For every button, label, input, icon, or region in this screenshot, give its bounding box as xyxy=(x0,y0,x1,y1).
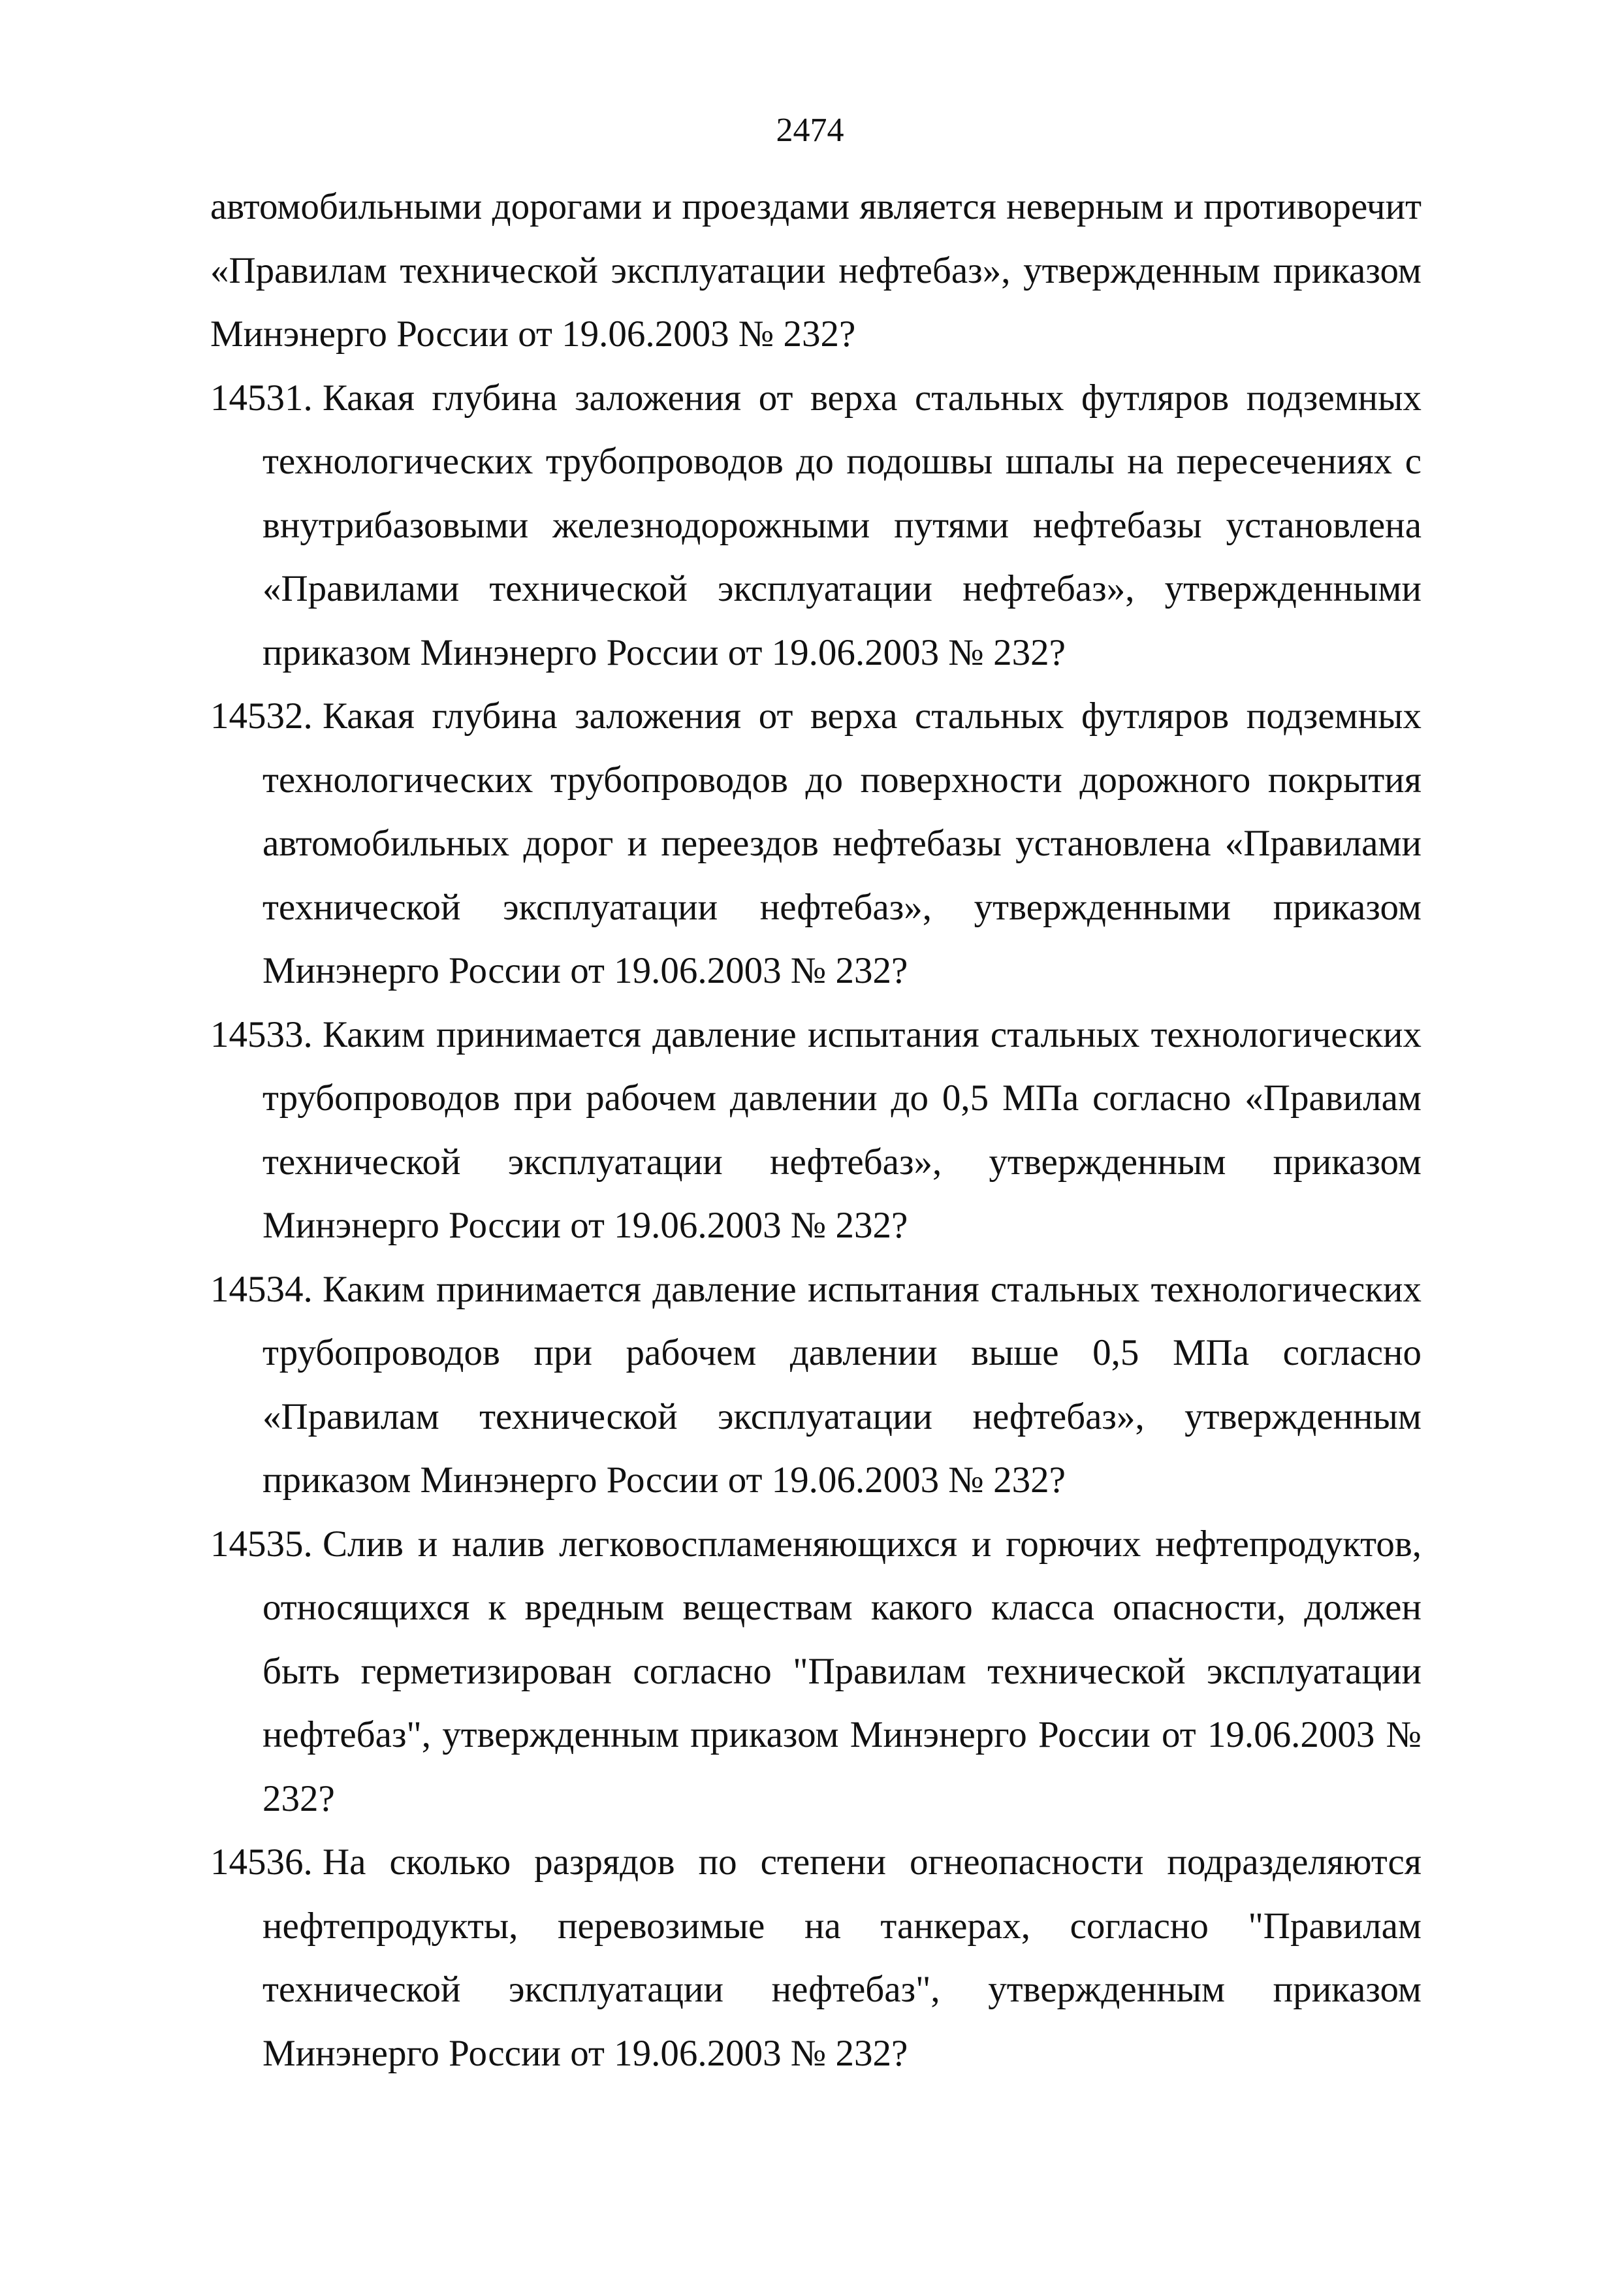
question-number: 14535. xyxy=(210,1523,313,1565)
question-text: Каким принимается давление испытания стальных технологических трубопроводов при рабочем давлении выше 0,5 МПа согласно «Правилам технической эксплуатации нефтебаз», утвержденным приказом Минэнерго России от 19.06.2003 № 232? xyxy=(262,1268,1421,1501)
question-item xyxy=(210,1258,1421,1512)
question-item xyxy=(210,1830,1421,2085)
document-body xyxy=(210,175,1421,2085)
question-number: 14531. xyxy=(210,377,313,419)
question-number: 14533. xyxy=(210,1013,313,1055)
question-item xyxy=(210,366,1421,685)
question-text: Каким принимается давление испытания стальных технологических трубопроводов при рабочем давлении до 0,5 МПа согласно «Правилам технической эксплуатации нефтебаз», утвержденным приказом Минэнерго России от 19.06.2003 № 232? xyxy=(262,1013,1421,1246)
question-number: 14532. xyxy=(210,695,313,737)
question-item xyxy=(210,1003,1421,1258)
page-number: 2474 xyxy=(776,112,844,149)
question-number: 14536. xyxy=(210,1842,313,1883)
question-item xyxy=(210,684,1421,1003)
question-text: Какая глубина заложения от верха стальных футляров подземных технологических трубопроводов до подошвы шпалы на пересечениях с внутрибазовыми железнодорожными путями нефтебазы установлена «Правилами технической эксплуатации нефтебаз», утвержденными приказом Минэнерго России от 19.06.2003 № 232? xyxy=(262,377,1421,673)
question-number: 14534. xyxy=(210,1268,313,1310)
question-text: На сколько разрядов по степени огнеопасности подразделяются нефтепродукты, перевозимые на танкерах, согласно "Правилам технической эксплуатации нефтебаз", утвержденным приказом Минэнерго России от 19.06.2003 № 232? xyxy=(262,1842,1421,2074)
question-text: Слив и налив легковоспламеняющихся и горючих нефтепродуктов, относящихся к вредным веществам какого класса опасности, должен быть герметизирован согласно "Правилам технической эксплуатации нефтебаз", утвержденным приказом Минэнерго России от 19.06.2003 № 232? xyxy=(262,1523,1421,1819)
question-text: Какая глубина заложения от верха стальных футляров подземных технологических трубопроводов до поверхности дорожного покрытия автомобильных дорог и переездов нефтебазы установлена «Правилами технической эксплуатации нефтебаз», утвержденными приказом Минэнерго России от 19.06.2003 № 232? xyxy=(262,695,1421,991)
question-item xyxy=(210,1512,1421,1831)
continuation-paragraph: автомобильными дорогами и проездами является неверным и противоречит «Правилам технической эксплуатации нефтебаз», утвержденным приказом Минэнерго России от 19.06.2003 № 232? xyxy=(210,186,1421,355)
